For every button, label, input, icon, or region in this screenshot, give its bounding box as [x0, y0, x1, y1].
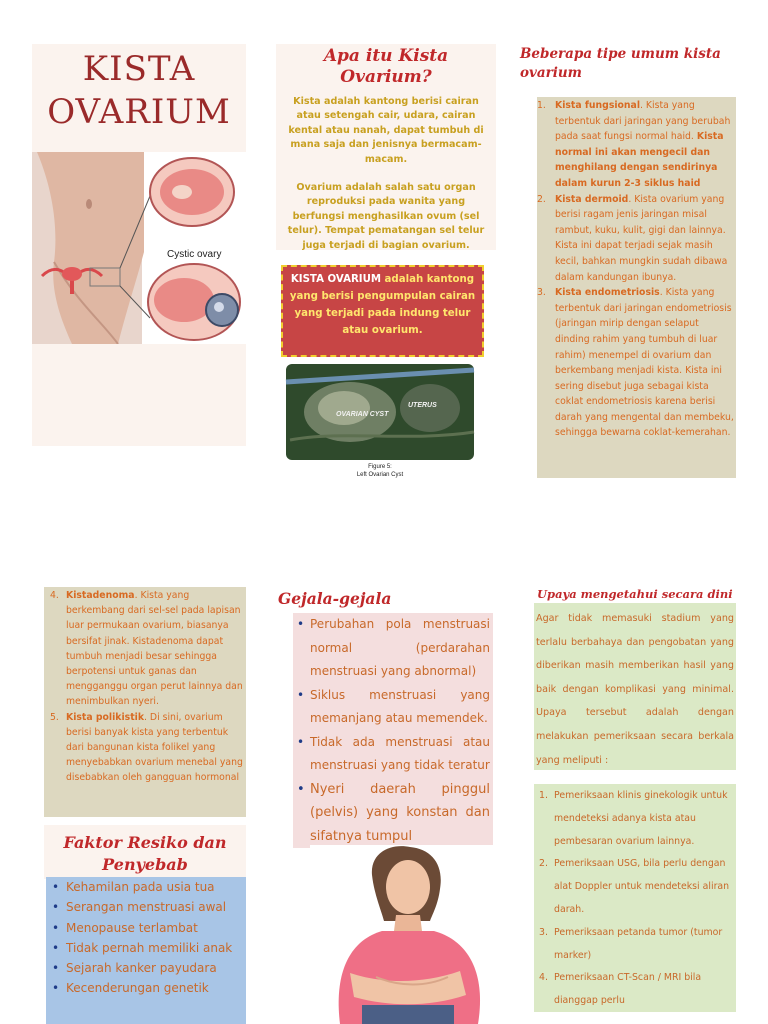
cyst-type-term: Kista dermoid [555, 193, 629, 205]
normal-ovary-image [150, 158, 234, 226]
highlight-text: adalah kantong yang berisi pengumpulan cairan yang terjadi pada indung telur atau ovarium. [289, 274, 476, 336]
uterus-label: UTERUS [408, 402, 437, 409]
list-item: 4. Pemeriksaan CT-Scan / MRI bila dianggap perlu [539, 972, 702, 1007]
woman-stomach-pain-photo [310, 845, 506, 1024]
list-item: • Tidak ada menstruasi atau menstruasi yang tidak teratur [293, 731, 493, 778]
brochure-title: KISTA OVARIUM [47, 49, 231, 132]
types-heading: Beberapa tipe umum kista ovarium [520, 46, 721, 81]
list-item: 4. Kistadenoma. Kista yang berkembang dari sel-sel pada lapisan luar permukaan ovarium, biasanya bersifat jinak. Kistadenoma dapat tumbuh menjadi besar sehingga berpotensi untuk ganas dan mengganggu organ perut lainnya dan menimbulkan nyeri. [50, 590, 243, 708]
photo-caption-title: Left Ovarian Cyst [356, 472, 404, 478]
list-item: • Perubahan pola menstruasi normal (perdarahan menstruasi yang abnormal) [293, 613, 493, 684]
cyst-type-term: Kista endometriosis [555, 287, 660, 299]
early-detection-paragraph: Agar tidak memasuki stadium yang terlalu berbahaya dan pengobatan yang diberikan masih memberikan hasil yang baik dengan komplikasi yang minimal. Upaya tersebut adalah dengan melakukan pemeriksaan secara berkala yang meliputi : [536, 613, 734, 766]
cystic-ovary-illustration [32, 152, 246, 344]
cyst-type-emphasis: Kista normal ini akan mengecil dan menghilang dengan sendirinya dalam kurun 2-3 siklus haid [555, 131, 724, 189]
cyst-type-term: Kistadenoma [66, 590, 135, 601]
cyst-type-term: Kista polikistik [66, 711, 145, 723]
list-item: • Menopause terlambat [46, 918, 246, 938]
photo-caption-figure: Figure 5: [368, 464, 392, 470]
early-detection-heading: Upaya mengetahui secara dini [537, 587, 733, 601]
list-item: 3. Pemeriksaan petanda tumor (tumor marker) [539, 926, 723, 961]
cyst-types-list [537, 98, 736, 441]
list-item: 2. Pemeriksaan USG, bila perlu dengan alat Doppler untuk mendeteksi aliran darah. [539, 858, 730, 915]
list-item: • Nyeri daerah pinggul (pelvis) yang konstan dan sifatnya tumpul [293, 778, 493, 849]
list-item: • Kecenderungan genetik [46, 978, 246, 998]
examinations-list [534, 785, 734, 1013]
definition-text [280, 95, 492, 253]
definition-paragraph: Kista adalah kantong berisi cairan atau setengah cair, udara, cairan kental atau nanah, dapat tumbuh di mana saja dan jenisnya bermacam-macam. [288, 96, 484, 165]
symptoms-list [293, 613, 493, 848]
ovarian-cyst-label: OVARIAN CYST [336, 411, 389, 418]
ovarian-cyst-photo [280, 360, 480, 480]
ovary-paragraph: Ovarium adalah salah satu organ reproduksi pada wanita yang berfungsi menghasilkan ovum (sel telur). Tempat pematangan sel telur juga terjadi di bagian ovarium. [287, 182, 485, 251]
symptoms-heading: Gejala-gejala [278, 589, 392, 608]
list-item: 1. Pemeriksaan klinis ginekologik untuk mendeteksi adanya kista atau pembesaran ovarium lainnya. [539, 790, 728, 847]
cyst-type-term: Kista fungsional [555, 100, 641, 111]
cystic-ovary-image [148, 264, 240, 340]
highlight-box [281, 265, 484, 357]
definition-heading: Apa itu Kista Ovarium? [323, 46, 449, 87]
list-item: 3. Kista endometriosis. Kista yang terbentuk dari jaringan endometriosis (jaringan mirip dengan selaput dinding rahim yang tumbuh di luar rahim) menempel di ovarium dan berkembang menjadi kista. Kista ini sering disebut juga sebagai kista coklat endometriosis karena berisi darah yang mengental dan membeku, sehingga bewarna coklat-kemerahan. [537, 287, 734, 439]
list-item: 2. Kista dermoid. Kista ovarium yang berisi ragam jenis jaringan misal rambut, kuku, kulit, gigi dan lainnya. Kista ini dapat terjadi sejak masih kecil, bahkan mungkin sudah dibawa dalam kandungan ibunya. [537, 193, 728, 283]
highlight-lead: KISTA OVARIUM [290, 274, 382, 285]
list-item: • Tidak pernah memiliki anak [46, 938, 246, 958]
list-item: • Serangan menstruasi awal [46, 897, 246, 917]
risk-factors-heading: Faktor Resiko dan Penyebab [63, 833, 227, 874]
list-item: • Siklus menstruasi yang memanjang atau memendek. [293, 684, 493, 731]
list-item: • Sejarah kanker payudara [46, 958, 246, 978]
list-item: • Kehamilan pada usia tua [46, 877, 246, 897]
cyst-types-list-continued [44, 588, 244, 786]
cystic-ovary-label: Cystic ovary [167, 249, 222, 260]
list-item: 5. Kista polikistik. Di sini, ovarium berisi banyak kista yang terbentuk dari bangunan kista folikel yang menyebabkan ovarium menebal yang disebabkan oleh gangguan hormonal [50, 711, 243, 784]
list-item: 1. Kista fungsional. Kista yang terbentuk dari jaringan yang berubah pada saat fungsi normal haid. Kista normal ini akan mengecil dan menghilang dengan sendirinya dalam kurun 2-3 siklus haid [537, 100, 731, 189]
risk-factors-list [46, 877, 246, 999]
